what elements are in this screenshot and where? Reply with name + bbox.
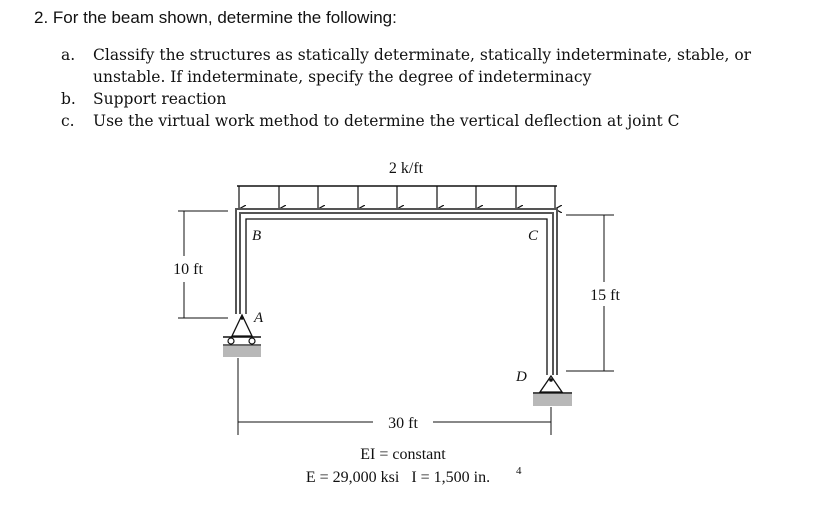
joint-d-label: D <box>516 369 527 385</box>
load-label: 2 k/ft <box>388 160 424 177</box>
joint-c-label: C <box>528 228 539 244</box>
joint-a-label: A <box>254 310 264 326</box>
pin-support-d <box>533 376 572 406</box>
item-b-letter: b. <box>61 90 76 108</box>
left-height-label: 10 ft <box>173 261 203 278</box>
question-title: 2. For the beam shown, determine the following: <box>34 8 397 27</box>
item-a-text: Classify the structures as statically determinate, statically indeterminate, stable, or unstable. If indeterminate, specify the degree of indeterminacy <box>93 46 752 86</box>
distributed-load <box>237 186 557 209</box>
item-b-text: Support reaction <box>93 90 227 108</box>
frame-members <box>238 211 555 375</box>
material-properties: E = 29,000 ksi I = 1,500 in. <box>305 469 491 486</box>
right-height-label: 15 ft <box>590 287 620 304</box>
item-a-letter: a. <box>61 46 76 64</box>
ei-constant-label: EI = constant <box>360 446 446 463</box>
item-c-text: Use the virtual work method to determine the vertical deflection at joint C <box>93 112 680 130</box>
item-c-letter: c. <box>61 112 75 130</box>
properties-exponent: 4 <box>516 465 522 477</box>
span-label: 30 ft <box>388 415 418 432</box>
joint-b-label: B <box>252 228 262 244</box>
